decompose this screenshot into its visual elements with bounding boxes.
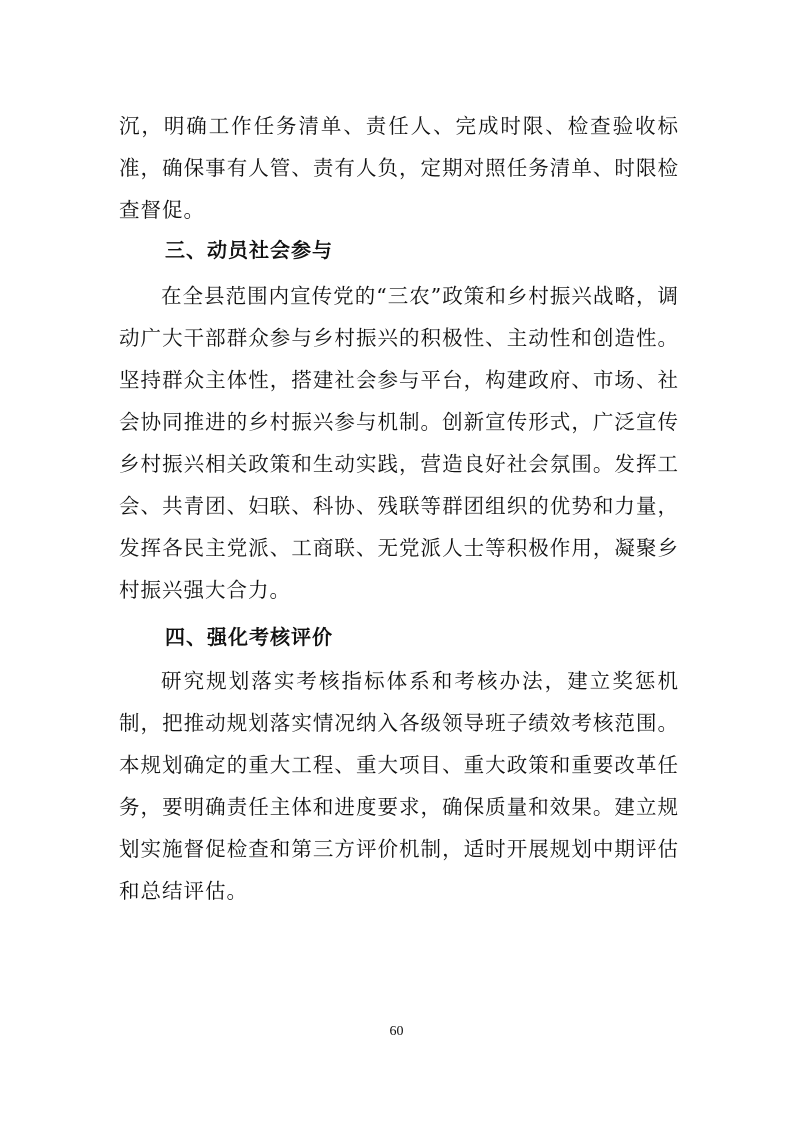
paragraph-continued: 沉，明确工作任务清单、责任人、完成时限、检查验收标准，确保事有人管、责有人负，定期对照任务清单、时限检查督促。 xyxy=(119,114,679,222)
section-heading-assessment: 四、强化考核评价 xyxy=(165,625,333,649)
section-heading-mobilize-society: 三、动员社会参与 xyxy=(165,238,333,262)
paragraph-mobilize-society: 在全县范围内宣传党的“三农”政策和乡村振兴战略，调动广大干部群众参与乡村振兴的积极性、主动性和创造性。坚持群众主体性，搭建社会参与平台，构建政府、市场、社会协同推进的乡村振兴参与机制。创新宣传形式，广泛宣传乡村振兴相关政策和生动实践，营造良好社会氛围。发挥工会、共青团、妇联、科协、残联等群团组织的优势和力量，发挥各民主党派、工商联、无党派人士等积极作用，凝聚乡村振兴强大合力。 xyxy=(119,284,679,602)
page-number: 60 xyxy=(389,1024,404,1039)
paragraph-assessment: 研究规划落实考核指标体系和考核办法，建立奖惩机制，把推动规划落实情况纳入各级领导班子绩效考核范围。本规划确定的重大工程、重大项目、重大政策和重要改革任务，要明确责任主体和进度要求，确保质量和效果。建立规划实施督促检查和第三方评价机制，适时开展规划中期评估和总结评估。 xyxy=(119,669,679,903)
